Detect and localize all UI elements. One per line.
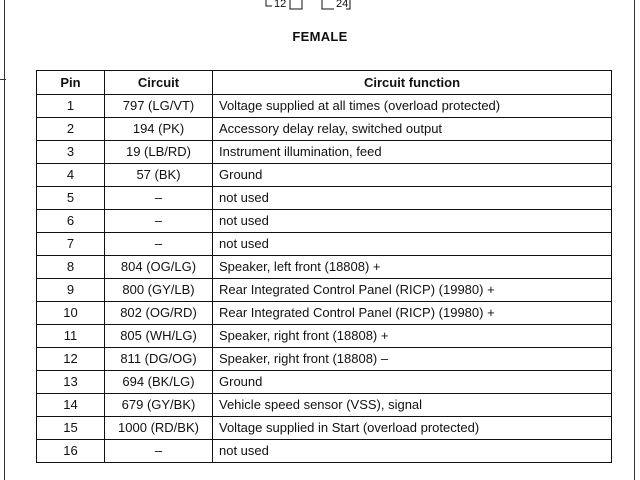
circuit-cell: 694 (BK/LG): [105, 371, 213, 394]
pin-cell: 2: [37, 118, 105, 141]
border-tick: [0, 79, 6, 80]
function-cell: Ground: [213, 164, 612, 187]
function-cell: Vehicle speed sensor (VSS), signal: [213, 394, 612, 417]
pin-cell: 10: [37, 302, 105, 325]
pin-cell: 15: [37, 417, 105, 440]
page-border-right: [634, 0, 635, 480]
function-cell: Voltage supplied at all times (overload protected): [213, 95, 612, 118]
table-row: [37, 141, 612, 164]
circuit-cell: 19 (LB/RD): [105, 141, 213, 164]
pin-cell: 4: [37, 164, 105, 187]
function-cell: Speaker, right front (18808) –: [213, 348, 612, 371]
function-cell: Voltage supplied in Start (overload protected): [213, 417, 612, 440]
table-row: [37, 233, 612, 256]
circuit-cell: 57 (BK): [105, 164, 213, 187]
circuit-cell: 1000 (RD/BK): [105, 417, 213, 440]
circuit-cell: –: [105, 440, 213, 463]
circuit-cell: 679 (GY/BK): [105, 394, 213, 417]
circuit-cell: 811 (DG/OG): [105, 348, 213, 371]
function-cell: Ground: [213, 371, 612, 394]
table-row: [37, 164, 612, 187]
circuit-cell: –: [105, 233, 213, 256]
function-cell: Speaker, right front (18808) +: [213, 325, 612, 348]
pin-cell: 12: [37, 348, 105, 371]
header-circuit: Circuit: [105, 71, 213, 95]
function-cell: Speaker, left front (18808) +: [213, 256, 612, 279]
table-row: [37, 394, 612, 417]
connector-gender-label: FEMALE: [292, 29, 348, 44]
pin-cell: 6: [37, 210, 105, 233]
table-row: [37, 348, 612, 371]
pin-cell: 7: [37, 233, 105, 256]
page-border-left: [4, 0, 5, 480]
header-pin: Pin: [37, 71, 105, 95]
pinout-table: [36, 70, 612, 463]
circuit-cell: 797 (LG/VT): [105, 95, 213, 118]
pin-cell: 3: [37, 141, 105, 164]
function-cell: Rear Integrated Control Panel (RICP) (19980) +: [213, 302, 612, 325]
connector-diagram: [262, 0, 358, 14]
circuit-cell: 804 (OG/LG): [105, 256, 213, 279]
function-cell: not used: [213, 440, 612, 463]
pin-cell: 9: [37, 279, 105, 302]
function-cell: not used: [213, 233, 612, 256]
table-row: [37, 371, 612, 394]
pin-cell: 11: [37, 325, 105, 348]
pin-cell: 1: [37, 95, 105, 118]
pin-cell: 8: [37, 256, 105, 279]
table-row: [37, 440, 612, 463]
function-cell: not used: [213, 210, 612, 233]
table-row: [37, 302, 612, 325]
function-cell: Accessory delay relay, switched output: [213, 118, 612, 141]
table-row: [37, 187, 612, 210]
table-header-row: [37, 71, 612, 95]
pin-cell: 5: [37, 187, 105, 210]
table-row: [37, 256, 612, 279]
table-row: [37, 95, 612, 118]
connector-pin-24-label: 24: [336, 0, 349, 10]
circuit-cell: 800 (GY/LB): [105, 279, 213, 302]
function-cell: Rear Integrated Control Panel (RICP) (19980) +: [213, 279, 612, 302]
pin-cell: 13: [37, 371, 105, 394]
header-circuit-function: Circuit function: [213, 71, 612, 95]
table-row: [37, 279, 612, 302]
table-row: [37, 210, 612, 233]
table-row: [37, 417, 612, 440]
function-cell: Instrument illumination, feed: [213, 141, 612, 164]
circuit-cell: –: [105, 210, 213, 233]
table-row: [37, 325, 612, 348]
circuit-cell: –: [105, 187, 213, 210]
function-cell: not used: [213, 187, 612, 210]
circuit-cell: 802 (OG/RD): [105, 302, 213, 325]
table-row: [37, 118, 612, 141]
circuit-cell: 194 (PK): [105, 118, 213, 141]
connector-pin-12-label: 12: [274, 0, 287, 10]
pin-cell: 14: [37, 394, 105, 417]
circuit-cell: 805 (WH/LG): [105, 325, 213, 348]
pin-cell: 16: [37, 440, 105, 463]
